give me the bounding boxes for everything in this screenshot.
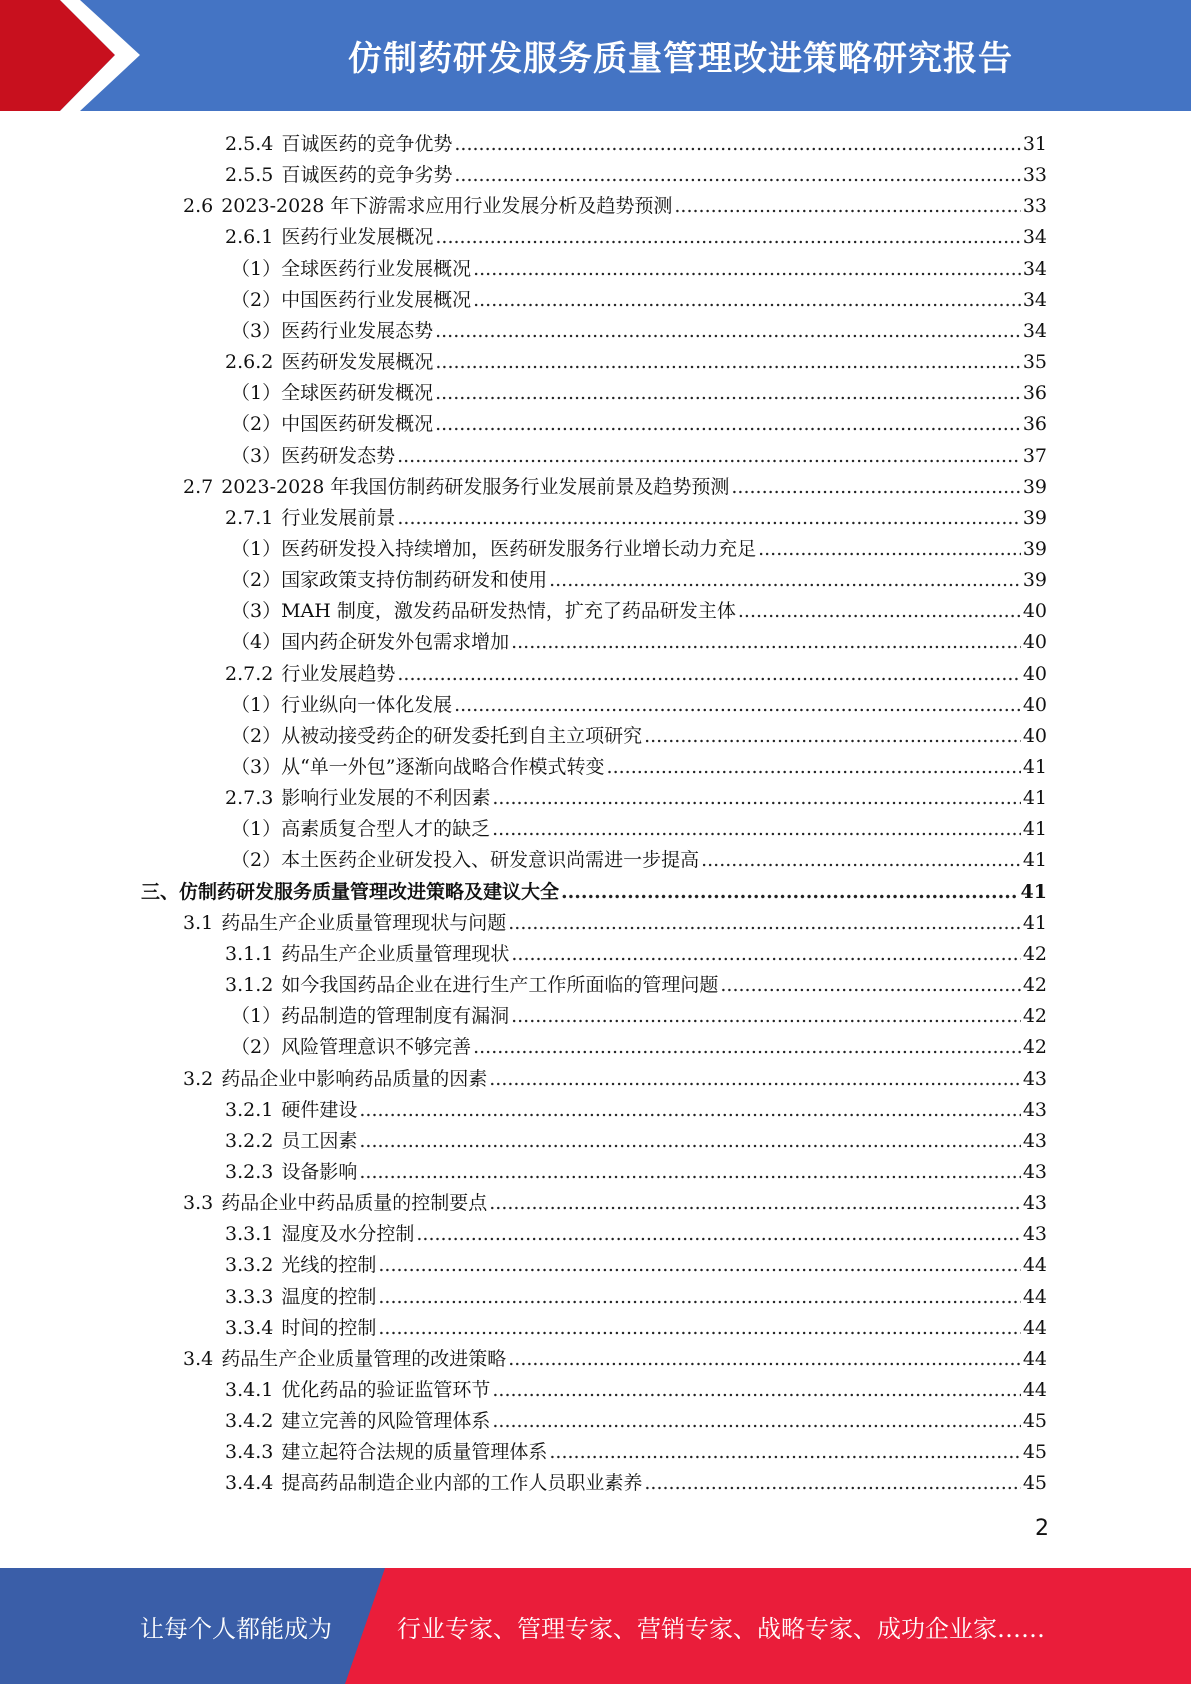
toc-entry-page: 41 (1022, 849, 1047, 872)
toc-entry-number: 3.1 (183, 911, 214, 934)
toc-entry-number: 2.6.2 (225, 351, 274, 374)
toc-dot-leader (511, 1001, 1021, 1032)
toc-entry[interactable] (225, 970, 1047, 1001)
toc-dot-leader (435, 409, 1021, 440)
toc-entry[interactable] (231, 285, 1047, 316)
toc-entry-title: 建立起符合法规的质量管理体系 (281, 1441, 548, 1464)
toc-dot-leader (378, 1250, 1020, 1281)
toc-entry-title: 药品生产企业质量管理现状与问题 (221, 911, 507, 934)
toc-entry[interactable] (231, 845, 1047, 876)
toc-entry[interactable] (231, 596, 1047, 627)
toc-dot-leader (701, 845, 1021, 876)
toc-entry-number: 3.4.3 (225, 1441, 274, 1464)
toc-entry-title: （3）医药行业发展态势 (231, 319, 434, 342)
toc-entry-page: 44 (1022, 1316, 1047, 1339)
toc-entry[interactable] (225, 1126, 1047, 1157)
toc-entry-title: （2）本土医药企业研发投入、研发意识尚需进一步提高 (231, 849, 700, 872)
toc-dot-leader (644, 1468, 1020, 1499)
toc-entry-number: 3.1.2 (225, 974, 274, 997)
toc-entry-number: 2.5.4 (225, 133, 274, 155)
page-number: 2 (1035, 1516, 1049, 1541)
toc-entry[interactable] (183, 191, 1047, 222)
toc-dot-leader (454, 690, 1021, 721)
toc-entry-page: 33 (1022, 164, 1047, 187)
toc-entry[interactable] (231, 378, 1047, 409)
toc-dot-leader (508, 908, 1021, 939)
toc-dot-leader (397, 503, 1020, 534)
toc-entry-title: 光线的控制 (281, 1254, 377, 1277)
toc-entry[interactable] (231, 690, 1047, 721)
toc-entry-page: 40 (1022, 693, 1047, 716)
toc-entry[interactable] (231, 441, 1047, 472)
toc-entry-title: 药品企业中影响药品质量的因素 (221, 1067, 488, 1090)
toc-dot-leader (454, 160, 1020, 191)
toc-entry[interactable] (183, 908, 1047, 939)
toc-dot-leader (359, 1157, 1020, 1188)
toc-entry-page: 41 (1022, 756, 1047, 778)
toc-entry[interactable] (231, 565, 1047, 596)
toc-dot-leader (492, 1375, 1020, 1406)
toc-entry-title: （2）国家政策支持仿制药研发和使用 (231, 569, 548, 592)
toc-entry-page: 44 (1022, 1379, 1047, 1401)
toc-entry-title: （1）高素质复合型人才的缺乏 (231, 818, 491, 841)
toc-dot-leader (359, 1095, 1020, 1126)
toc-dot-leader (454, 129, 1020, 160)
toc-entry[interactable] (225, 160, 1047, 191)
header-arrow-decoration (0, 0, 160, 111)
toc-dot-leader (508, 1344, 1021, 1375)
toc-entry[interactable] (231, 534, 1047, 565)
toc-entry-page: 37 (1022, 444, 1047, 467)
toc-entry-page: 44 (1022, 1254, 1047, 1277)
toc-entry-number: 3.2 (183, 1067, 214, 1090)
toc-dot-leader (473, 254, 1021, 285)
toc-entry-page: 44 (1022, 1285, 1047, 1308)
toc-entry-page: 39 (1022, 537, 1047, 560)
toc-entry-title: 百诚医药的竞争优势 (281, 133, 453, 155)
footer-slogan-right: 行业专家、管理专家、营销专家、战略专家、成功企业家…… (397, 1614, 1045, 1643)
toc-entry-page: 40 (1022, 662, 1047, 685)
toc-entry-title: 时间的控制 (281, 1316, 377, 1339)
toc-entry[interactable] (231, 752, 1047, 783)
toc-dot-leader (511, 627, 1021, 658)
toc-entry-title: （3）从“单一外包”逐渐向战略合作模式转变 (231, 756, 605, 778)
toc-entry-page: 42 (1022, 1005, 1047, 1028)
toc-entry[interactable] (225, 783, 1047, 814)
toc-entry-page: 42 (1022, 942, 1047, 965)
toc-entry-title: （1）医药研发投入持续增加，医药研发服务行业增长动力充足 (231, 537, 757, 560)
toc-entry-page: 45 (1022, 1472, 1047, 1495)
toc-entry-title: 硬件建设 (281, 1098, 358, 1121)
toc-entry[interactable] (231, 627, 1047, 658)
toc-dot-leader (561, 877, 1019, 908)
toc-entry-title: 药品企业中药品质量的控制要点 (221, 1192, 488, 1215)
toc-entry[interactable] (225, 1282, 1047, 1313)
toc-entry-page: 43 (1022, 1192, 1047, 1215)
toc-entry-page: 43 (1022, 1223, 1047, 1246)
toc-entry-page: 33 (1022, 195, 1047, 218)
toc-entry-title: 药品生产企业质量管理的改进策略 (221, 1347, 507, 1370)
toc-entry-page: 43 (1022, 1160, 1047, 1183)
toc-entry-title: （1）全球医药研发概况 (231, 382, 434, 405)
toc-entry-page: 42 (1022, 974, 1047, 997)
toc-entry[interactable] (183, 1188, 1047, 1219)
toc-entry-title: 设备影响 (281, 1160, 358, 1183)
toc-entry-title: （3）医药研发态势 (231, 444, 396, 467)
toc-entry-number: 3.3.3 (225, 1285, 274, 1308)
toc-dot-leader (473, 1032, 1021, 1063)
toc-dot-leader (549, 1437, 1020, 1468)
page-footer (0, 1568, 1191, 1684)
toc-entry-number: 3.3.4 (225, 1316, 274, 1339)
toc-entry-page: 35 (1022, 351, 1047, 374)
toc-dot-leader (607, 752, 1021, 783)
toc-dot-leader (416, 1219, 1020, 1250)
toc-entry-title: 2023-2028 年下游需求应用行业发展分析及趋势预测 (221, 195, 673, 218)
toc-dot-leader (492, 814, 1021, 845)
toc-dot-leader (720, 970, 1020, 1001)
toc-entry-number: 2.6.1 (225, 226, 274, 249)
toc-entry-title: 行业发展前景 (281, 506, 396, 529)
toc-entry[interactable] (225, 1406, 1047, 1437)
toc-dot-leader (435, 222, 1020, 253)
toc-entry[interactable] (183, 472, 1047, 503)
toc-dot-leader (549, 565, 1021, 596)
toc-entry-page: 40 (1022, 724, 1047, 747)
toc-entry-title: （2）从被动接受药企的研发委托到自主立项研究 (231, 724, 643, 747)
toc-entry-title: 员工因素 (281, 1129, 358, 1152)
toc-entry-title: （3）MAH 制度，激发药品研发热情，扩充了药品研发主体 (231, 600, 736, 623)
toc-entry[interactable] (231, 1032, 1047, 1063)
toc-dot-leader (378, 1313, 1020, 1344)
toc-entry-page: 42 (1022, 1036, 1047, 1059)
toc-entry-number: 3.4.1 (225, 1379, 274, 1401)
toc-entry-page: 43 (1022, 1129, 1047, 1152)
toc-entry-page: 34 (1022, 257, 1047, 280)
toc-entry-number: 2.7.3 (225, 787, 274, 810)
toc-dot-leader (359, 1126, 1020, 1157)
toc-entry-title: （1）药品制造的管理制度有漏洞 (231, 1005, 510, 1028)
toc-entry-number: 3.3 (183, 1192, 214, 1215)
toc-entry-title: （4）国内药企研发外包需求增加 (231, 631, 510, 654)
toc-entry[interactable] (225, 503, 1047, 534)
toc-entry[interactable] (231, 814, 1047, 845)
toc-entry-title: 如今我国药品企业在进行生产工作所面临的管理问题 (281, 974, 719, 997)
toc-entry[interactable] (225, 1468, 1047, 1499)
toc-dot-leader (738, 596, 1021, 627)
toc-entry[interactable] (225, 1250, 1047, 1281)
toc-entry-title: 提高药品制造企业内部的工作人员职业素养 (281, 1472, 643, 1495)
toc-dot-leader (492, 1406, 1020, 1437)
toc-dot-leader (397, 659, 1020, 690)
toc-entry-title: 行业发展趋势 (281, 662, 396, 685)
toc-entry-title: 优化药品的验证监管环节 (281, 1379, 491, 1401)
toc-entry-page: 43 (1022, 1067, 1047, 1090)
toc-entry[interactable] (225, 1437, 1047, 1468)
toc-entry-page: 41 (1022, 787, 1047, 810)
toc-entry-page: 45 (1022, 1441, 1047, 1464)
toc-entry-number: 3.2.1 (225, 1098, 274, 1121)
toc-entry[interactable] (231, 1001, 1047, 1032)
toc-dot-leader (489, 1064, 1021, 1095)
toc-entry[interactable] (225, 1375, 1047, 1406)
toc-dot-leader (378, 1282, 1020, 1313)
toc-entry[interactable] (225, 1313, 1047, 1344)
toc-entry-page: 39 (1022, 475, 1047, 498)
toc-entry[interactable] (231, 254, 1047, 285)
toc-entry-title: 医药行业发展概况 (281, 226, 434, 249)
page-header (0, 0, 1191, 111)
toc-dot-leader (511, 939, 1020, 970)
toc-entry-title: （2）风险管理意识不够完善 (231, 1036, 472, 1059)
toc-entry[interactable] (225, 1095, 1047, 1126)
toc-entry-page: 44 (1022, 1347, 1047, 1370)
toc-entry[interactable] (225, 347, 1047, 378)
toc-entry-page: 41 (1022, 911, 1047, 934)
toc-entry-title: 影响行业发展的不利因素 (281, 787, 491, 810)
toc-entry-number: 2.5.5 (225, 164, 274, 187)
toc-entry-title: （1）行业纵向一体化发展 (231, 693, 453, 716)
toc-dot-leader (435, 316, 1021, 347)
toc-entry-page: 41 (1022, 818, 1047, 841)
toc-entry[interactable] (231, 721, 1047, 752)
toc-entry[interactable] (225, 1157, 1047, 1188)
toc-dot-leader (397, 441, 1021, 472)
toc-entry-number: 3.3.2 (225, 1254, 274, 1277)
toc-entry-page: 36 (1022, 382, 1047, 405)
toc-entry[interactable] (225, 222, 1047, 253)
toc-entry-page: 34 (1022, 288, 1047, 311)
toc-entry-page: 39 (1022, 569, 1047, 592)
toc-entry[interactable] (225, 1219, 1047, 1250)
toc-entry-page: 34 (1022, 226, 1047, 249)
toc-dot-leader (435, 347, 1020, 378)
toc-entry-number: 3.2.2 (225, 1129, 274, 1152)
toc-entry-page: 34 (1022, 319, 1047, 342)
toc-entry-title: 建立完善的风险管理体系 (281, 1410, 491, 1433)
toc-entry-page: 43 (1022, 1098, 1047, 1121)
toc-entry-title: 温度的控制 (281, 1285, 377, 1308)
toc-entry-title: 2023-2028 年我国仿制药研发服务行业发展前景及趋势预测 (221, 475, 730, 498)
toc-entry-title: （2）中国医药行业发展概况 (231, 288, 472, 311)
toc-entry-title: 百诚医药的竞争劣势 (281, 164, 453, 187)
toc-entry[interactable] (183, 1064, 1047, 1095)
toc-entry-title: 三、仿制药研发服务质量管理改进策略及建议大全 (141, 880, 560, 903)
toc-entry-page: 39 (1022, 506, 1047, 529)
toc-entry[interactable] (225, 659, 1047, 690)
toc-entry-page: 31 (1022, 133, 1047, 155)
toc-entry-title: 湿度及水分控制 (281, 1223, 415, 1246)
toc-dot-leader (758, 534, 1021, 565)
toc-entry[interactable] (141, 877, 1047, 908)
toc-dot-leader (435, 378, 1021, 409)
toc-entry-number: 3.4.2 (225, 1410, 274, 1433)
toc-entry-title: （1）全球医药行业发展概况 (231, 257, 472, 280)
toc-entry-page: 40 (1022, 600, 1047, 623)
toc-entry[interactable] (225, 939, 1047, 970)
toc-entry-page: 36 (1022, 413, 1047, 436)
toc-entry-number: 2.6 (183, 195, 214, 218)
toc-entry-number: 2.7.1 (225, 506, 274, 529)
toc-entry-page: 40 (1022, 631, 1047, 654)
report-title: 仿制药研发服务质量管理改进策略研究报告 (348, 39, 1013, 79)
toc-entry-number: 3.4 (183, 1347, 214, 1370)
toc-entry-title: 医药研发发展概况 (281, 351, 434, 374)
toc-entry[interactable] (225, 129, 1047, 160)
toc-entry-page: 45 (1022, 1410, 1047, 1433)
toc-entry-number: 2.7 (183, 475, 214, 498)
toc-dot-leader (674, 191, 1020, 222)
toc-dot-leader (473, 285, 1021, 316)
toc-entry[interactable] (183, 1344, 1047, 1375)
toc-entry-page: 41 (1020, 880, 1047, 903)
toc-entry-number: 2.7.2 (225, 662, 274, 685)
toc-entry-title: 药品生产企业质量管理现状 (281, 942, 510, 965)
footer-slogan-left: 让每个人都能成为 (140, 1614, 332, 1643)
toc-entry-number: 3.4.4 (225, 1472, 274, 1495)
toc-entry[interactable] (231, 409, 1047, 440)
toc-entry-number: 3.2.3 (225, 1160, 274, 1183)
toc-dot-leader (492, 783, 1020, 814)
toc-entry-number: 3.3.1 (225, 1223, 274, 1246)
toc-dot-leader (644, 721, 1021, 752)
toc-dot-leader (731, 472, 1020, 503)
toc-entry[interactable] (231, 316, 1047, 347)
toc-entry-title: （2）中国医药研发概况 (231, 413, 434, 436)
toc-dot-leader (489, 1188, 1021, 1219)
toc-entry-number: 3.1.1 (225, 942, 274, 965)
